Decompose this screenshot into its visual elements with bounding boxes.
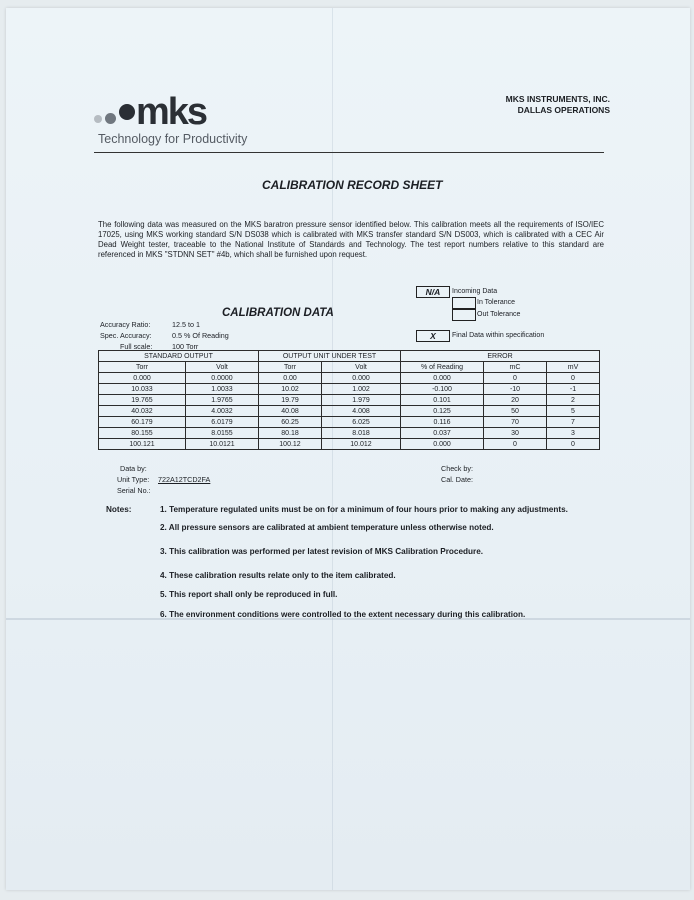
- table-cell: -0.100: [401, 384, 484, 395]
- logo-tagline: Technology for Productivity: [98, 132, 248, 146]
- table-row: [99, 373, 600, 384]
- table-cell: 1.9765: [186, 395, 259, 406]
- table-cell: 4.0032: [186, 406, 259, 417]
- table-cell: 70: [484, 417, 547, 428]
- table-cell: 1.002: [322, 384, 401, 395]
- table-row: [99, 406, 600, 417]
- table-cell: 20: [484, 395, 547, 406]
- accuracy-ratio-value: 12.5 to 1: [172, 320, 200, 329]
- calibration-table: [98, 350, 600, 450]
- accuracy-ratio-label: Accuracy Ratio:: [100, 320, 151, 329]
- table-cell: 6.0179: [186, 417, 259, 428]
- incoming-data-mark: N/A: [416, 286, 450, 298]
- intro-paragraph: The following data was measured on the MKS baratron pressure sensor identified below. This calibration meets all the requirements of ISO/IEC 17025, using MKS working standard S/N DS038 which is calibrated with MKS transfer standard S/N DS003, which is calibrated with a CEC Air Dead Weight tester, traceable to the National Institute of Standards and Technology. The test report numbers relative to this standard are referenced in MKS "STDNN SET" #4b, which shall be furnished upon request.: [98, 220, 604, 259]
- table-cell: 1.979: [322, 395, 401, 406]
- table-column-header: [99, 362, 600, 373]
- col-std-volt: Volt: [186, 362, 259, 373]
- company-name: MKS INSTRUMENTS, INC.: [505, 94, 610, 104]
- note-item: 5. This report shall only be reproduced in full.: [160, 590, 338, 599]
- table-cell: 0: [484, 373, 547, 384]
- unit-type-value: 722A12TCD2FA: [158, 475, 211, 484]
- in-tolerance-label: In Tolerance: [477, 299, 516, 306]
- table-cell: 4.008: [322, 406, 401, 417]
- table-cell: 19.765: [99, 395, 186, 406]
- spec-accuracy-label: Spec. Accuracy:: [100, 331, 152, 340]
- table-cell: 0.125: [401, 406, 484, 417]
- table-cell: -10: [484, 384, 547, 395]
- group-standard-output: STANDARD OUTPUT: [99, 351, 259, 362]
- header-divider: [94, 152, 604, 153]
- col-uut-volt: Volt: [322, 362, 401, 373]
- col-err-pct: % of Reading: [401, 362, 484, 373]
- table-cell: 10.012: [322, 439, 401, 450]
- full-scale-label: Full scale:: [120, 342, 153, 351]
- col-err-mc: mC: [484, 362, 547, 373]
- document-title: CALIBRATION RECORD SHEET: [262, 178, 443, 192]
- table-cell: 0.116: [401, 417, 484, 428]
- group-unit-under-test: OUTPUT UNIT UNDER TEST: [259, 351, 401, 362]
- note-item: 2. All pressure sensors are calibrated at ambient temperature unless otherwise noted.: [160, 523, 494, 532]
- table-group-header: [99, 351, 600, 362]
- table-cell: 8.0155: [186, 428, 259, 439]
- note-item: 4. These calibration results relate only to the item calibrated.: [160, 571, 396, 580]
- table-cell: 0.101: [401, 395, 484, 406]
- table-cell: 7: [547, 417, 600, 428]
- logo-wordmark: mks: [136, 91, 207, 133]
- table-cell: 0.00: [259, 373, 322, 384]
- col-err-mv: mV: [547, 362, 600, 373]
- table-row: [99, 384, 600, 395]
- table-row: [99, 428, 600, 439]
- spec-accuracy-value: 0.5 % Of Reading: [172, 331, 229, 340]
- final-data-label: Final Data within specification: [452, 332, 545, 339]
- col-uut-torr: Torr: [259, 362, 322, 373]
- calibration-data-heading: CALIBRATION DATA: [222, 307, 334, 319]
- table-cell: 5: [547, 406, 600, 417]
- table-cell: 3: [547, 428, 600, 439]
- table-cell: 0: [484, 439, 547, 450]
- table-cell: 0: [547, 373, 600, 384]
- check-by-label: Check by:: [441, 464, 473, 473]
- table-cell: 8.018: [322, 428, 401, 439]
- full-scale-value: 100 Torr: [172, 342, 199, 351]
- table-cell: 1.0033: [186, 384, 259, 395]
- cal-date-label: Cal. Date:: [441, 475, 473, 484]
- logo-dots-icon: [92, 100, 136, 134]
- table-cell: 10.033: [99, 384, 186, 395]
- col-std-torr: Torr: [99, 362, 186, 373]
- table-cell: 0.000: [322, 373, 401, 384]
- table-cell: 6.025: [322, 417, 401, 428]
- table-cell: 0.000: [99, 373, 186, 384]
- table-cell: 0.000: [401, 373, 484, 384]
- table-cell: 0.000: [401, 439, 484, 450]
- table-cell: 50: [484, 406, 547, 417]
- table-cell: 40.032: [99, 406, 186, 417]
- note-item: 6. The environment conditions were controlled to the extent necessary during this calibration.: [160, 610, 526, 619]
- out-tolerance-label: Out Tolerance: [477, 311, 521, 318]
- table-cell: 100.121: [99, 439, 186, 450]
- company-block: [506, 94, 610, 116]
- data-by-label: Data by:: [120, 464, 147, 473]
- unit-type-label: Unit Type:: [117, 475, 150, 484]
- table-cell: 100.12: [259, 439, 322, 450]
- table-row: [99, 395, 600, 406]
- in-tolerance-checkbox: [452, 297, 476, 309]
- incoming-data-label: Incoming Data: [452, 288, 498, 295]
- company-division: DALLAS OPERATIONS: [517, 105, 610, 115]
- table-row: [99, 439, 600, 450]
- table-cell: 10.02: [259, 384, 322, 395]
- table-cell: 2: [547, 395, 600, 406]
- notes-label: Notes:: [106, 505, 132, 514]
- final-data-mark: X: [416, 330, 450, 342]
- out-tolerance-checkbox: [452, 309, 476, 321]
- serial-no-label: Serial No.:: [117, 486, 151, 495]
- table-cell: 80.18: [259, 428, 322, 439]
- table-cell: 60.179: [99, 417, 186, 428]
- table-cell: 19.79: [259, 395, 322, 406]
- table-cell: -1: [547, 384, 600, 395]
- table-cell: 80.155: [99, 428, 186, 439]
- table-row: [99, 417, 600, 428]
- table-cell: 30: [484, 428, 547, 439]
- table-cell: 60.25: [259, 417, 322, 428]
- table-cell: 40.08: [259, 406, 322, 417]
- table-cell: 10.0121: [186, 439, 259, 450]
- table-cell: 0.0000: [186, 373, 259, 384]
- table-cell: 0.037: [401, 428, 484, 439]
- group-error: ERROR: [401, 351, 600, 362]
- note-item: 3. This calibration was performed per latest revision of MKS Calibration Procedure.: [160, 547, 484, 556]
- table-cell: 0: [547, 439, 600, 450]
- note-item: 1. Temperature regulated units must be on for a minimum of four hours prior to making any adjustments.: [160, 505, 568, 514]
